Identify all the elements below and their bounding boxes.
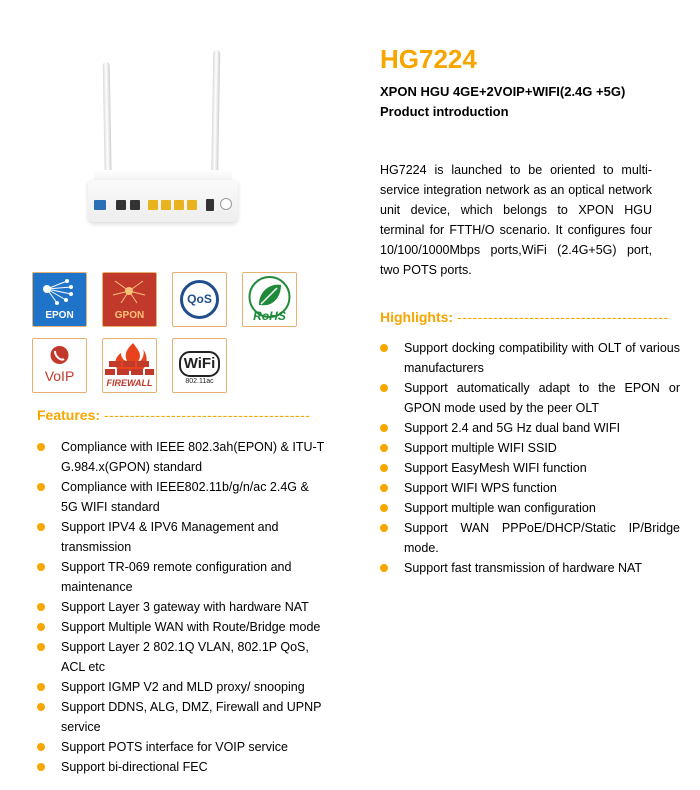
- highlights-item: Support EasyMesh WIFI function: [380, 458, 680, 478]
- qos-badge: [172, 272, 227, 327]
- rohs-badge: [242, 272, 297, 327]
- phone-port-2: [130, 200, 140, 210]
- highlights-heading-label: Highlights:: [380, 309, 454, 325]
- wifi-logo: WiFi: [179, 351, 220, 377]
- lan-port-4: [187, 200, 197, 210]
- features-item: Support IGMP V2 and MLD proxy/ snooping: [37, 677, 327, 697]
- highlights-item: Support multiple wan configuration: [380, 498, 680, 518]
- features-heading: [37, 407, 310, 423]
- qos-label: QoS: [187, 292, 212, 306]
- features-item: Support IPV4 & IPV6 Management and transmission: [37, 517, 327, 557]
- rohs-label: RoHS: [253, 309, 286, 323]
- highlights-heading-rule: -----------------------------------------: [457, 309, 669, 325]
- subtitle-line-1: XPON HGU 4GE+2VOIP+WIFI(2.4G +5G): [380, 84, 626, 99]
- wifi-standard-label: 802.11ac: [185, 378, 214, 385]
- features-item: Support bi-directional FEC: [37, 757, 327, 777]
- gpon-badge: [102, 272, 157, 327]
- firewall-label: FIREWALL: [106, 378, 153, 388]
- epon-badge: [32, 272, 87, 327]
- voip-label: VoIP: [44, 368, 75, 384]
- power-jack: [206, 199, 214, 211]
- features-item: Support DDNS, ALG, DMZ, Firewall and UPNP service: [37, 697, 327, 737]
- phone-icon: [33, 339, 86, 392]
- features-heading-rule: ----------------------------------------: [103, 407, 311, 423]
- epon-label: EPON: [45, 310, 74, 321]
- highlights-item: Support automatically adapt to the EPON or GPON mode used by the peer OLT: [380, 378, 680, 418]
- lan-port-3: [174, 200, 184, 210]
- features-item: Support Layer 3 gateway with hardware NAT: [37, 597, 327, 617]
- gpon-label: GPON: [114, 310, 145, 321]
- subtitle-line-2: Product introduction: [380, 104, 509, 119]
- firewall-badge: [102, 338, 157, 393]
- highlights-item: Support multiple WIFI SSID: [380, 438, 680, 458]
- product-photo: [80, 50, 260, 240]
- lan-port-1: [148, 200, 158, 210]
- features-item: Support POTS interface for VOIP service: [37, 737, 327, 757]
- lan-port-2: [161, 200, 171, 210]
- highlights-heading: [380, 309, 669, 325]
- features-item: Support Layer 2 802.1Q VLAN, 802.1P QoS, ACL etc: [37, 637, 327, 677]
- voip-badge: [32, 338, 87, 393]
- phone-port-1: [116, 200, 126, 210]
- power-button: [220, 198, 232, 210]
- features-item: Compliance with IEEE 802.3ah(EPON) & ITU-T G.984.x(GPON) standard: [37, 437, 327, 477]
- features-item: Support Multiple WAN with Route/Bridge mode: [37, 617, 327, 637]
- product-intro: HG7224 is launched to be oriented to multi-service integration network as an optical network unit device, which belongs to XPON HGU terminal for FTTH/O scenario. It configures four 10/100/1000Mbps ports,WiFi (2.4G+5G) port, two POTS ports.: [380, 163, 652, 277]
- highlights-item: Support WAN PPPoE/DHCP/Static IP/Bridge mode.: [380, 518, 680, 558]
- features-heading-label: Features:: [37, 407, 101, 423]
- pon-port: [94, 200, 106, 210]
- product-subtitle: [380, 82, 625, 122]
- features-list: [37, 437, 327, 777]
- highlights-item: Support 2.4 and 5G Hz dual band WIFI: [380, 418, 680, 438]
- highlights-list: [380, 338, 680, 578]
- highlights-item: Support fast transmission of hardware NAT: [380, 558, 680, 578]
- wifi-badge: [172, 338, 227, 393]
- highlights-item: Support docking compatibility with OLT of various manufacturers: [380, 338, 680, 378]
- product-title: HG7224: [380, 44, 477, 74]
- features-item: Compliance with IEEE802.11b/g/n/ac 2.4G & 5G WIFI standard: [37, 477, 327, 517]
- highlights-item: Support WIFI WPS function: [380, 478, 680, 498]
- features-item: Support TR-069 remote configuration and maintenance: [37, 557, 327, 597]
